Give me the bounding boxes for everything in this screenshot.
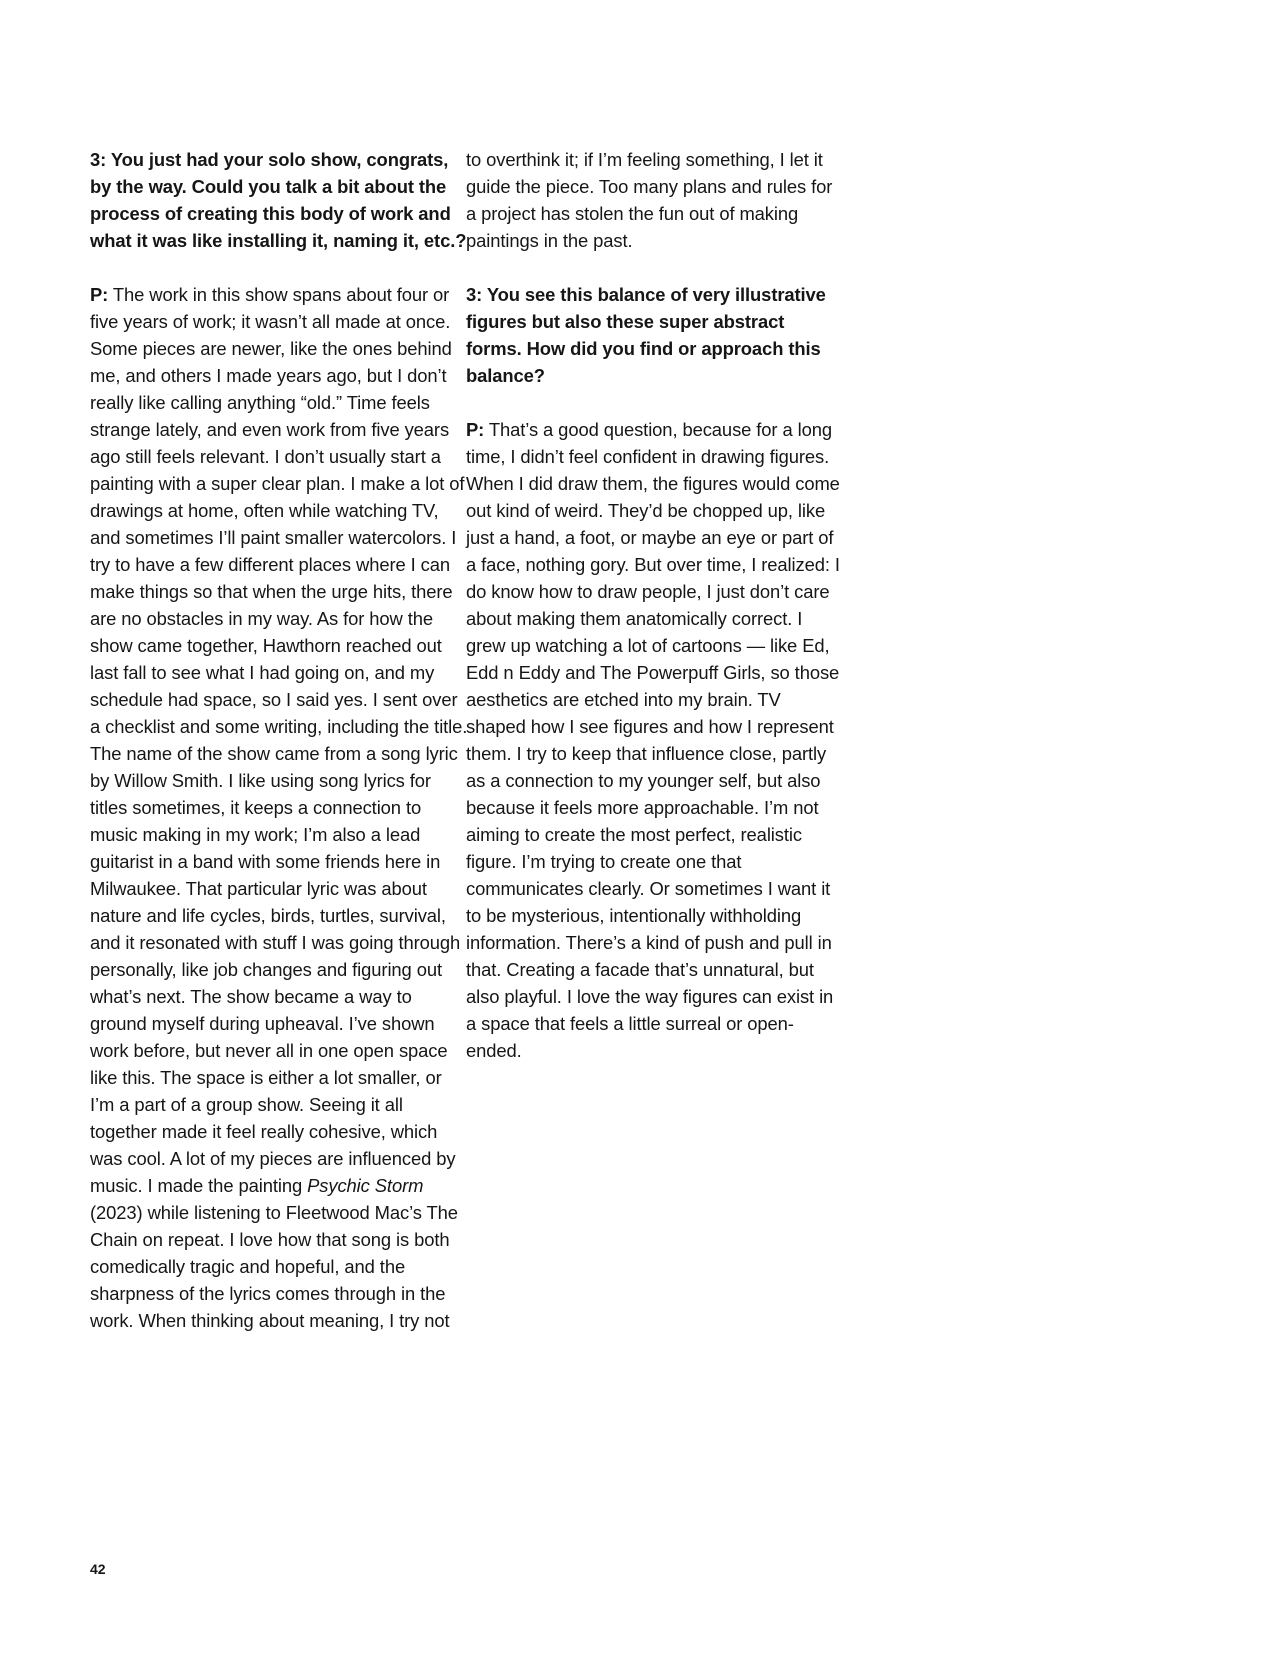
answer-text-continued: (2023) while listening to Fleetwood Mac’s The Chain on repeat. I love how that song is both comedically tragic and hopeful, and the sharpness of the lyrics comes through in the work. When thinking about meaning, I try not xyxy=(90,1202,458,1331)
question-figures-balance: 3: You see this balance of very illustrative figures but also these super abstract forms. How did you find or approach this balance? xyxy=(466,284,826,386)
question-solo-show: 3: You just had your solo show, congrats, by the way. Could you talk a bit about the process of creating this body of work and what it was like installing it, naming it, etc.? xyxy=(90,149,467,251)
answer-figures-balance xyxy=(466,416,844,1064)
artwork-title: Psychic Storm xyxy=(307,1175,424,1196)
left-column xyxy=(90,146,468,1361)
answer-continuation: to overthink it; if I’m feeling something, I let it guide the piece. Too many plans and rules for a project has stolen the fun out of making paintings in the past. xyxy=(466,149,833,251)
speaker-label: P: xyxy=(466,419,485,440)
answer-text: The work in this show spans about four or five years of work; it wasn’t all made at once. Some pieces are newer, like the ones behind me, and others I made years ago, but I don’t really like calling anything “old.” Time feels strange lately, and even work from five years ago still feels relevant. I don’t usually start a painting with a super clear plan. I make a lot of drawings at home, often while watching TV, and sometimes I’ll paint smaller watercolors. I try to have a few different places where I can make things so that when the urge hits, there are no obstacles in my way. As for how the show came together, Hawthorn reached out last fall to see what I had going on, and my schedule had space, so I said yes. I sent over a checklist and some writing, including the title. The name of the show came from a song lyric by Willow Smith. I like using song lyrics for titles sometimes, it keeps a connection to music making in my work; I’m also a lead guitarist in a band with some friends here in Milwaukee. That particular lyric was about nature and life cycles, birds, turtles, survival, and it resonated with stuff I was going through personally, like job changes and figuring out what’s next. The show became a way to ground myself during upheaval. I’ve shown work before, but never all in one open space like this. The space is either a lot smaller, or I’m a part of a group show. Seeing it all together made it feel really cohesive, which was cool. A lot of my pieces are influenced by music. I made the painting xyxy=(90,284,468,1196)
right-column xyxy=(466,146,844,1091)
page-number: 42 xyxy=(90,1561,106,1577)
speaker-label: P: xyxy=(90,284,109,305)
answer-text: That’s a good question, because for a long time, I didn’t feel confident in drawing figures. When I did draw them, the figures would come out kind of weird. They’d be chopped up, like just a hand, a foot, or maybe an eye or part of a face, nothing gory. But over time, I realized: I do know how to draw people, I just don’t care about making them anatomically correct. I grew up watching a lot of cartoons — like Ed, Edd n Eddy and The Powerpuff Girls, so those aesthetics are etched into my brain. TV shaped how I see figures and how I represent them. I try to keep that influence close, partly as a connection to my younger self, but also because it feels more approachable. I’m not aiming to create the most perfect, realistic figure. I’m trying to create one that communicates clearly. Or sometimes I want it to be mysterious, intentionally withholding information. There’s a kind of push and pull in that. Creating a facade that’s unnatural, but also playful. I love the way figures can exist in a space that feels a little surreal or open-ended. xyxy=(466,419,840,1061)
answer-solo-show xyxy=(90,281,468,1334)
